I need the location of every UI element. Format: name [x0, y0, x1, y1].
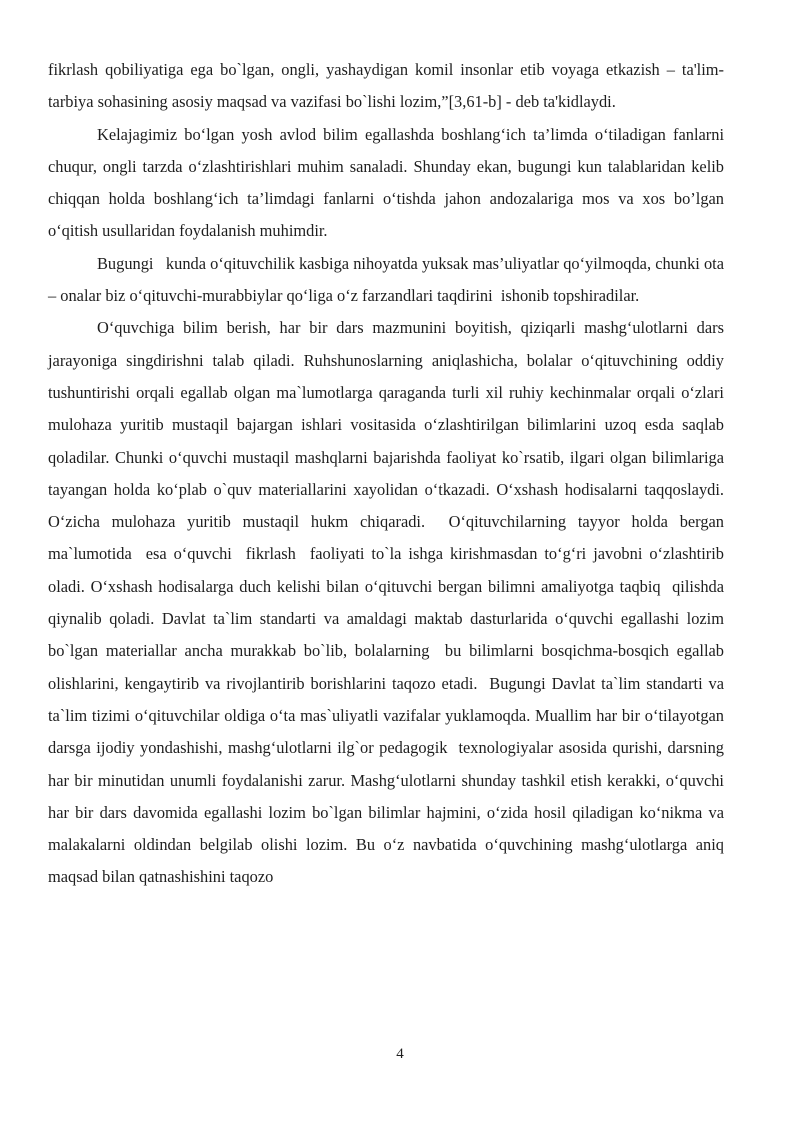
- paragraph-oquvchiga: O‘quvchiga bilim berish, har bir dars mazmunini boyitish, qiziqarli mashg‘ulotlarni dars jarayoniga singdirishni talab qiladi. Ruhshunoslarning aniqlashicha, bolalar o‘qituvchining oddiy tushuntirishi orqali egallab olgan ma`lumotlarga qaraganda turli xil ruhiy kechinmalar orqali o‘zlari mulohaza yuritib mustaqil bajargan ishlari vositasida o‘zlashtirilgan bilimlarini uzoq esda saqlab qoladilar. Chunki o‘quvchi mustaqil mashqlarni bajarishda faoliyat ko`rsatib, ilgari olgan bilimlariga tayangan holda ko‘plab o`quv materiallarini xayolidan o‘tkazadi. O‘xshash hodisalarni taqqoslaydi. O‘zicha mulohaza yuritib mustaqil hukm chiqaradi. O‘qituvchilarning tayyor holda bergan ma`lumotida esa o‘quvchi fikrlash faoliyati to`la ishga kirishmasdan to‘g‘ri javobni o‘zlashtirib oladi. O‘xshash hodisalarga duch kelishi bilan o‘qituvchi bergan bilimni amaliyotga taqbiq qilishda qiynalib qoladi. Davlat ta`lim standarti va amaldagi maktab dasturlarida o‘quvchi egallashi lozim bo`lgan materiallar ancha murakkab bo`lib, bolalarning bu bilimlarni bosqichma-bosqich egallab olishlarini, kengaytirib va rivojlantirib borishlarini taqozo etadi. Bugungi Davlat ta`lim standarti va ta`lim tizimi o‘qituvchilar oldiga o‘ta mas`uliyatli vazifalar yuklamoqda. Muallim har bir o‘tilayotgan darsga ijodiy yondashishi, mashg‘ulotlarni ilg`or pedagogik texnologiyalar asosida qurishi, darsning har bir minutidan unumli foydalanishi zarur. Mashg‘ulotlarni shunday tashkil etish kerakki, o‘quvchi har bir dars davomida egallashi lozim bo`lgan bilimlar hajmini, o‘zida hosil qiladigan ko‘nikma va malakalarni oldindan belgilab olishi lozim. Bu o‘z navbatida o‘quvchining mashg‘ulotlarga aniq maqsad bilan qatnashishini taqozo: [48, 318, 729, 887]
- document-body: [48, 54, 729, 894]
- paragraph-kelajagimiz: Kelajagimiz bo‘lgan yosh avlod bilim egallashda boshlang‘ich ta’limda o‘tiladigan fanlarni chuqur, ongli tarzda o‘zlashtirishlari muhim sanaladi. Shunday ekan, bugungi kun talablaridan kelib chiqqan holda boshlang‘ich ta’limdagi fanlarni o‘tishda jahon andozalariga mos va xos bo’lgan o‘qitish usullaridan foydalanish muhimdir.: [48, 124, 729, 241]
- paragraph-bugungi: Bugungi kunda o‘qituvchilik kasbiga nihoyatda yuksak mas’uliyatlar qo‘yilmoqda, chunki ota – onalar biz o‘qituvchi-murabbiylar qo‘liga o‘z farzandlari taqdirini ishonib topshiradilar.: [48, 253, 729, 306]
- paragraph-continuation: fikrlash qobiliyatiga ega bo`lgan, ongli, yashaydigan komil insonlar etib voyaga etkazish – ta'lim-tarbiya sohasining asosiy maqsad va vazifasi bo`lishi lozim,”[3,61-b] - deb ta'kidlaydi.: [48, 60, 724, 112]
- page-number: 4: [396, 1046, 404, 1062]
